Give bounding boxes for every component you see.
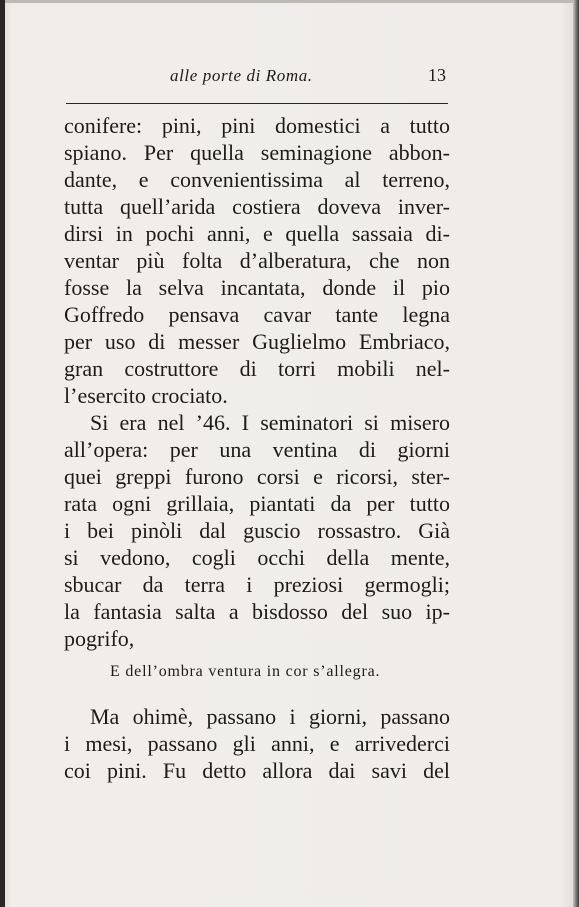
text-line: si vedono, cogli occhi della mente, [64,545,450,570]
page-left-edge [0,0,5,907]
text-line: ventar più folta d’alberatura, che non [64,248,450,273]
text-line: spiano. Per quella seminagione abbon- [64,140,450,165]
text-line: per uso di messer Guglielmo Embriaco, [64,329,450,354]
text-line: quei greppi furono corsi e ricorsi, ster- [64,464,450,489]
text-line: Goffredo pensava cavar tante legna [64,302,450,327]
text-line: all’opera: per una ventina di giorni [64,437,450,462]
page-top-edge [0,0,579,3]
text-line: tutta quell’arida costiera doveva inver- [64,194,450,219]
text-line: coi pini. Fu detto allora dai savi del [64,758,450,783]
body-text-top [64,112,450,652]
page-number: 13 [428,65,446,85]
text-line: Ma ohimè, passano i giorni, passano [90,704,450,729]
text-line: dante, e convenientissima al terreno, [64,167,450,192]
text-line: fosse la selva incantata, donde il pio [64,275,450,300]
text-line: rata ogni grillaia, piantati da per tutto [64,491,450,516]
text-line: pogrifo, [64,626,135,651]
text-line: sbucar da terra i preziosi germogli; [64,572,450,597]
text-line: i mesi, passano gli anni, e arrivederci [64,731,450,756]
text-line: conifere: pini, pini domestici a tutto [64,113,450,138]
text-line: i bei pinòli dal guscio rossastro. Già [64,518,450,543]
text-line: la fantasia salta a bisdosso del suo ip- [64,599,450,624]
text-line: gran costruttore di torri mobili nel- [64,356,450,381]
page-header [66,60,450,90]
header-rule [66,103,448,104]
running-title: alle porte di Roma. [170,66,313,85]
page-right-edge [573,0,579,907]
text-line: dirsi in pochi anni, e quella sassaia di- [64,221,450,246]
text-line: l’esercito crociato. [64,383,228,408]
text-line: Si era nel ’46. I seminatori si misero [90,410,450,435]
body-text-bottom [64,703,450,784]
verse-quotation: E dell’ombra ventura in cor s’allegra. [110,663,381,680]
